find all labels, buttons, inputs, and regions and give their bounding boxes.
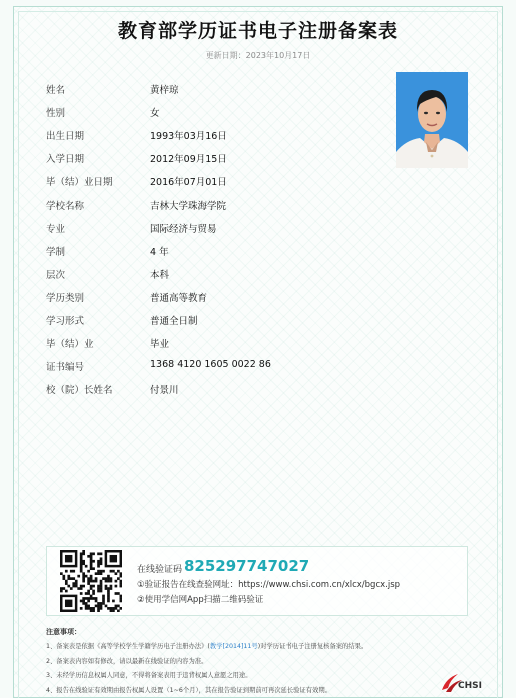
note-text: 2、备案表内容如有修改，请以最新在线验证的内容为准。 [46,658,208,665]
field-value: 本科 [150,270,170,281]
field-value: 普通高等教育 [150,293,208,304]
field-value: 4 年 [150,247,169,258]
field-value: 普通全日制 [150,316,198,327]
chsi-logo-text: CHSI [458,681,482,691]
field-label: 毕（结）业 [46,339,94,350]
field-value: 黄梓琼 [150,85,179,96]
note-item [46,641,367,650]
field-value: 国际经济与贸易 [150,224,217,235]
field-label: 性别 [46,108,66,119]
verify-url-line[interactable]: ①验证报告在线查验网址：https://www.chsi.com.cn/xlcx/bgcx.jsp [137,580,401,590]
note-text: 4、报告在线验证有效期由报告权属人设置（1~6个月），其在报告验证到期前可再次延长验证有效期。 [46,687,331,694]
page-title: 教育部学历证书电子注册备案表 [117,20,398,42]
field-value: 女 [150,108,160,119]
portrait-image [396,72,468,168]
field-value: 2016年07月01日 [150,177,227,188]
note-link[interactable]: 教学[2014]11号 [209,643,258,650]
note-text: 3、未经学历信息权属人同意，不得将备案表用于违背权属人意愿之用途。 [46,672,252,679]
field-label: 毕（结）业日期 [46,177,113,188]
field-value: 吉林大学珠海学院 [150,201,227,212]
verify-code: 825297747027 [184,557,310,575]
field-label: 校（院）长姓名 [46,385,113,396]
field-label: 学历类别 [46,293,85,304]
field-value: 1368 4120 1605 0022 86 [150,359,271,370]
field-label: 专业 [46,224,66,235]
field-label: 层次 [46,270,66,281]
field-label: 学制 [46,247,66,258]
student-photo [396,72,468,168]
note-text: 1、备案表是依据《高等学校学生学籍学历电子注册办法》( [46,643,210,650]
field-label: 学校名称 [46,201,85,212]
verify-app-line: ②使用学信网App扫描二维码验证 [137,595,264,605]
update-date: 更新日期：2023年10月17日 [205,51,311,60]
note-item [46,670,252,679]
note-item [46,656,207,665]
note-item [46,685,331,694]
field-label: 出生日期 [46,131,85,142]
field-value: 付景川 [150,385,179,396]
verify-code-label: 在线验证码 [137,565,183,575]
field-value: 毕业 [150,339,170,350]
field-label: 学习形式 [46,316,85,327]
field-label: 证书编号 [46,362,85,373]
qr-code-icon[interactable] [60,550,122,612]
field-label: 入学日期 [46,154,85,165]
notes-title: 注意事项： [46,628,81,636]
field-value: 1993年03月16日 [150,131,227,142]
field-label: 姓名 [46,85,66,96]
note-text-tail: )对学历证书电子注册复核备案的结果。 [257,643,368,650]
field-value: 2012年09月15日 [150,154,227,165]
